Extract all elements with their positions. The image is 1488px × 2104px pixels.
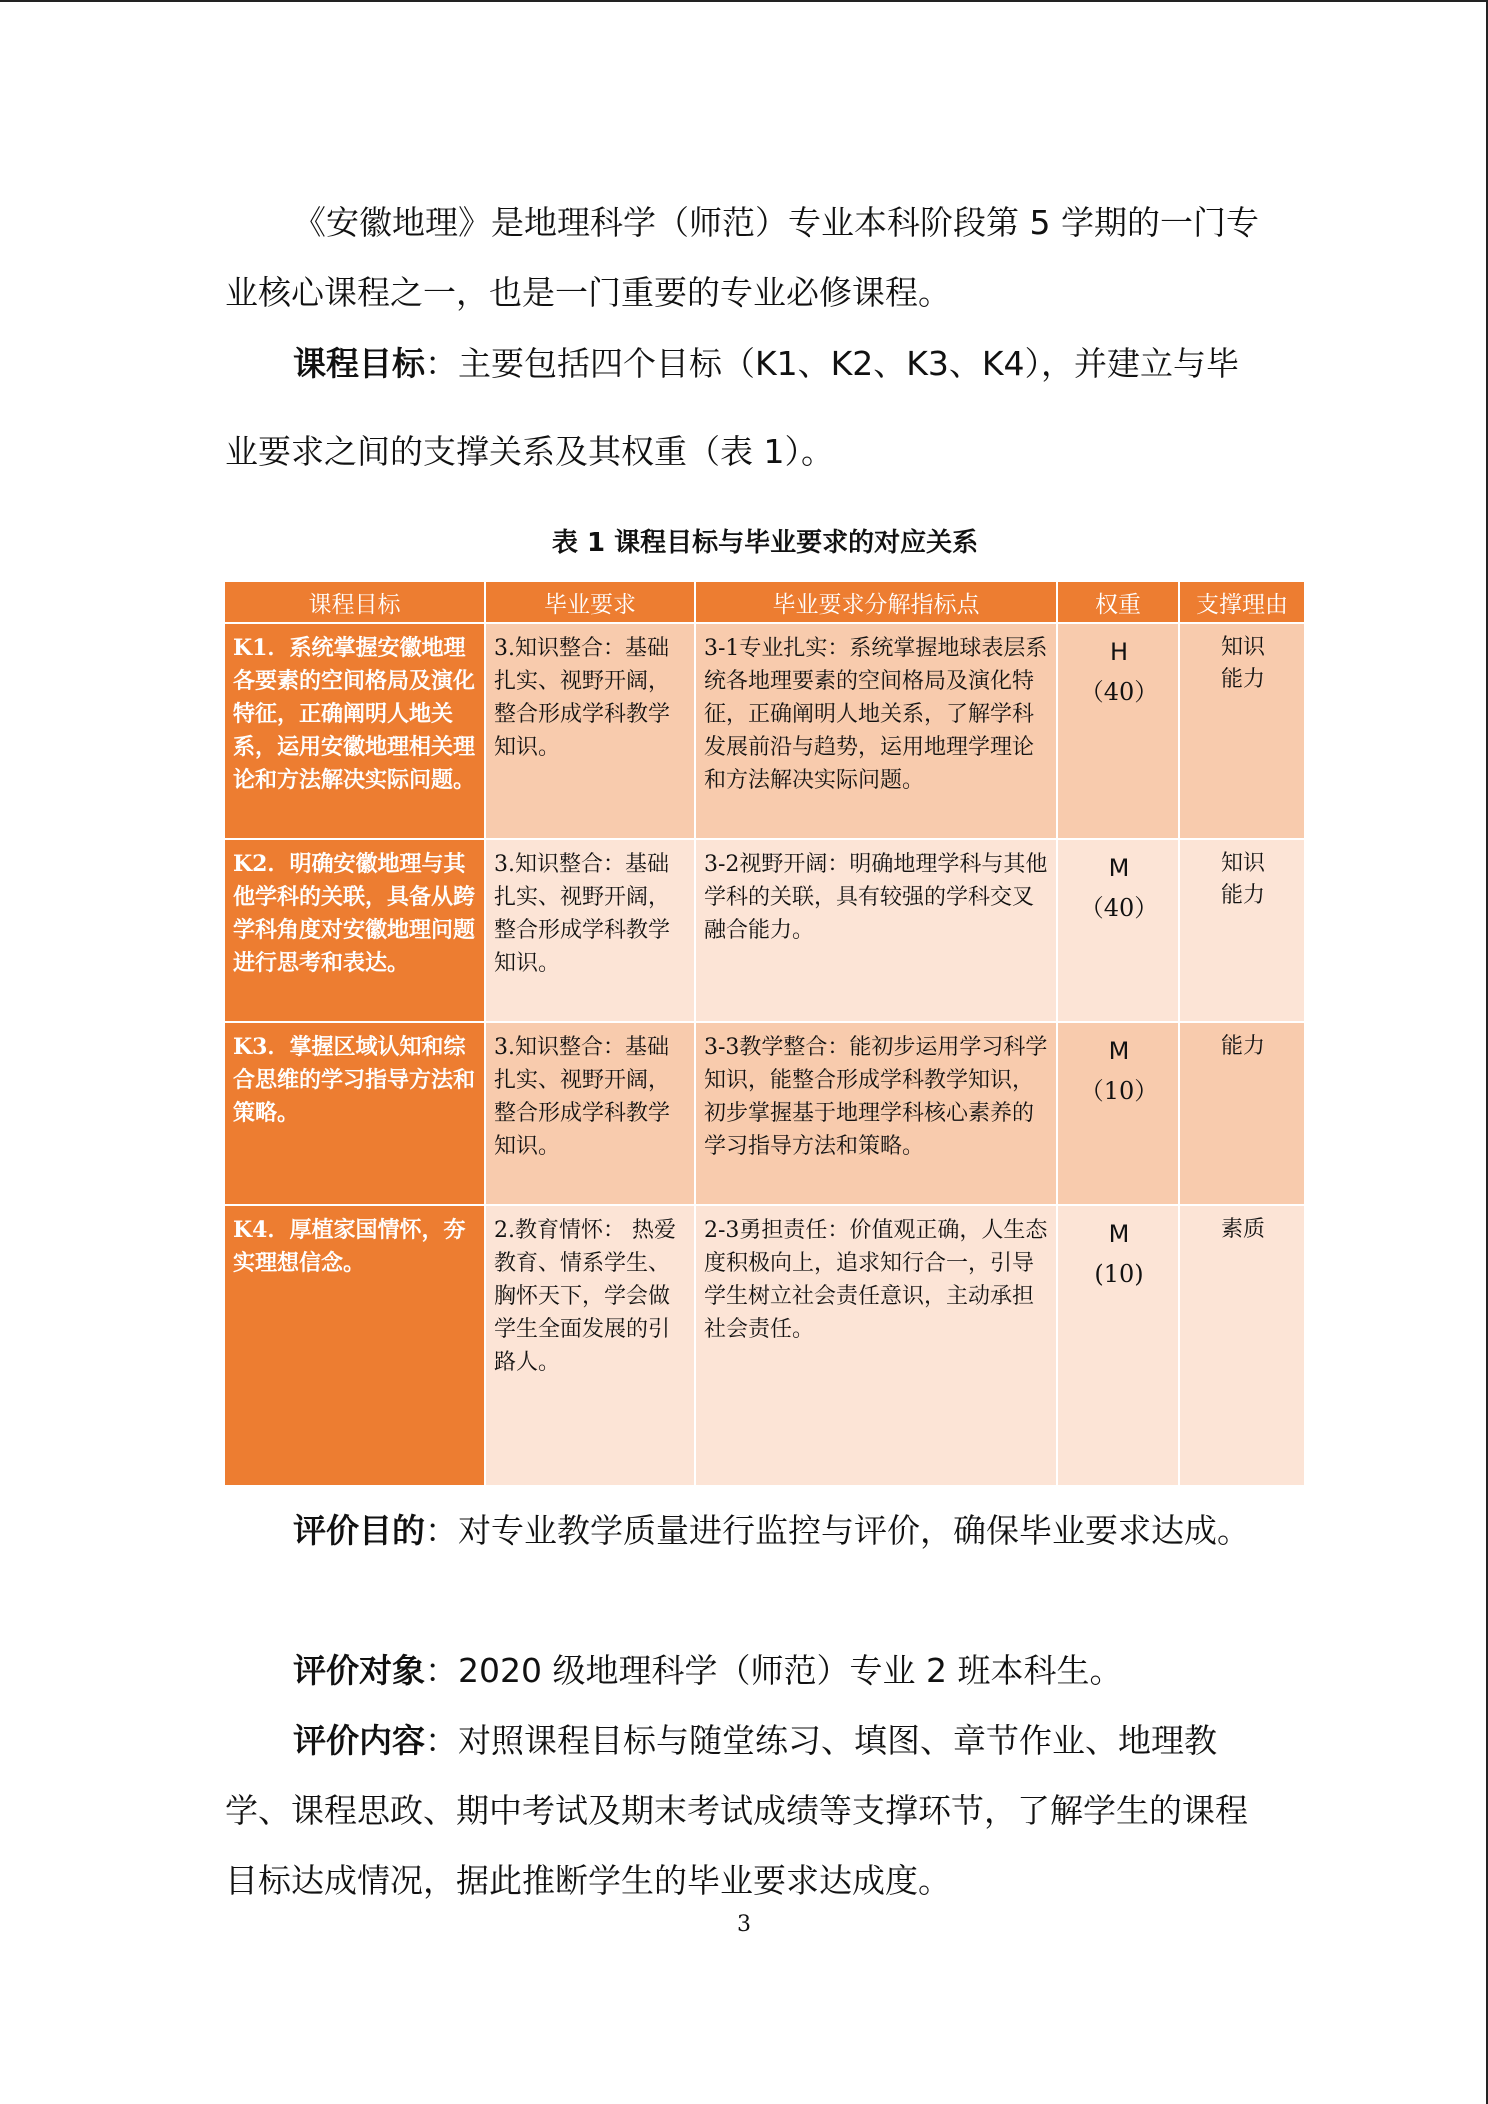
table-row <box>225 623 1305 839</box>
evaluation-object-label: 评价对象 <box>293 1651 425 1690</box>
requirement-cell: 2.教育情怀： 热爱教育、情系学生、胸怀天下，学会做学生全面发展的引路人。 <box>485 1205 695 1485</box>
goals-requirements-table <box>225 582 1306 1485</box>
requirement-cell: 3.知识整合：基础扎实、视野开阔，整合形成学科教学知识。 <box>485 839 695 1022</box>
weight-cell: M （40） <box>1057 839 1179 1022</box>
requirement-cell: 3.知识整合：基础扎实、视野开阔，整合形成学科教学知识。 <box>485 1022 695 1205</box>
goal-cell: K4．厚植家国情怀，夯实理想信念。 <box>225 1205 485 1485</box>
course-goals-paragraph: 课程目标：主要包括四个目标（K1、K2、K3、K4），并建立与毕业要求之间的支撑关系及其权重（表 1）。 <box>225 344 1240 471</box>
header-graduation-requirement: 毕业要求 <box>485 582 695 623</box>
table-row <box>225 839 1305 1022</box>
course-goals-label: 课程目标 <box>293 344 425 383</box>
indicator-cell: 3-3教学整合：能初步运用学习科学知识，能整合形成学科教学知识，初步掌握基于地理学科核心素养的学习指导方法和策略。 <box>695 1022 1057 1205</box>
evaluation-content-paragraph: 评价内容：对照课程目标与随堂练习、填图、章节作业、地理教学、课程思政、期中考试及期末考试成绩等支撑环节，了解学生的课程目标达成情况，据此推断学生的毕业要求达成度。 <box>225 1721 1248 1900</box>
reason-cell: 知识 能力 <box>1179 839 1305 1022</box>
reason-cell: 能力 <box>1179 1022 1305 1205</box>
evaluation-content-label: 评价内容 <box>293 1721 425 1760</box>
table-row <box>225 1205 1305 1485</box>
goal-cell: K3．掌握区域认知和综合思维的学习指导方法和策略。 <box>225 1022 485 1205</box>
header-weight: 权重 <box>1057 582 1179 623</box>
reason-cell: 知识 能力 <box>1179 623 1305 839</box>
weight-cell: M (10) <box>1057 1205 1179 1485</box>
table-header-row <box>225 582 1305 623</box>
weight-cell: H （40） <box>1057 623 1179 839</box>
indicator-cell: 3-2视野开阔：明确地理学科与其他学科的关联，具有较强的学科交叉融合能力。 <box>695 839 1057 1022</box>
header-course-goal: 课程目标 <box>225 582 485 623</box>
evaluation-object-paragraph: 评价对象：2020 级地理科学（师范）专业 2 班本科生。 <box>293 1651 1123 1690</box>
header-support-reason: 支撑理由 <box>1179 582 1305 623</box>
evaluation-purpose-paragraph: 评价目的：对专业教学质量进行监控与评价，确保毕业要求达成。 <box>293 1511 1250 1550</box>
goal-cell: K2．明确安徽地理与其他学科的关联，具备从跨学科角度对安徽地理问题进行思考和表达。 <box>225 839 485 1022</box>
goal-cell: K1．系统掌握安徽地理各要素的空间格局及演化特征，正确阐明人地关系，运用安徽地理相关理论和方法解决实际问题。 <box>225 623 485 839</box>
indicator-cell: 3-1专业扎实：系统掌握地球表层系统各地理要素的空间格局及演化特征，正确阐明人地关系，了解学科发展前沿与趋势，运用地理学理论和方法解决实际问题。 <box>695 623 1057 839</box>
header-indicator: 毕业要求分解指标点 <box>695 582 1057 623</box>
reason-cell: 素质 <box>1179 1205 1305 1485</box>
table-caption: 表 1 课程目标与毕业要求的对应关系 <box>551 528 979 558</box>
evaluation-purpose-label: 评价目的 <box>293 1511 425 1550</box>
requirement-cell: 3.知识整合：基础扎实、视野开阔，整合形成学科教学知识。 <box>485 623 695 839</box>
indicator-cell: 2-3勇担责任：价值观正确，人生态度积极向上，追求知行合一，引导学生树立社会责任意识，主动承担社会责任。 <box>695 1205 1057 1485</box>
page-number: 3 <box>737 1912 751 1937</box>
weight-cell: M （10） <box>1057 1022 1179 1205</box>
table-row <box>225 1022 1305 1205</box>
intro-paragraph: 《安徽地理》是地理科学（师范）专业本科阶段第 5 学期的一门专业核心课程之一，也是一门重要的专业必修课程。 <box>225 203 1259 312</box>
